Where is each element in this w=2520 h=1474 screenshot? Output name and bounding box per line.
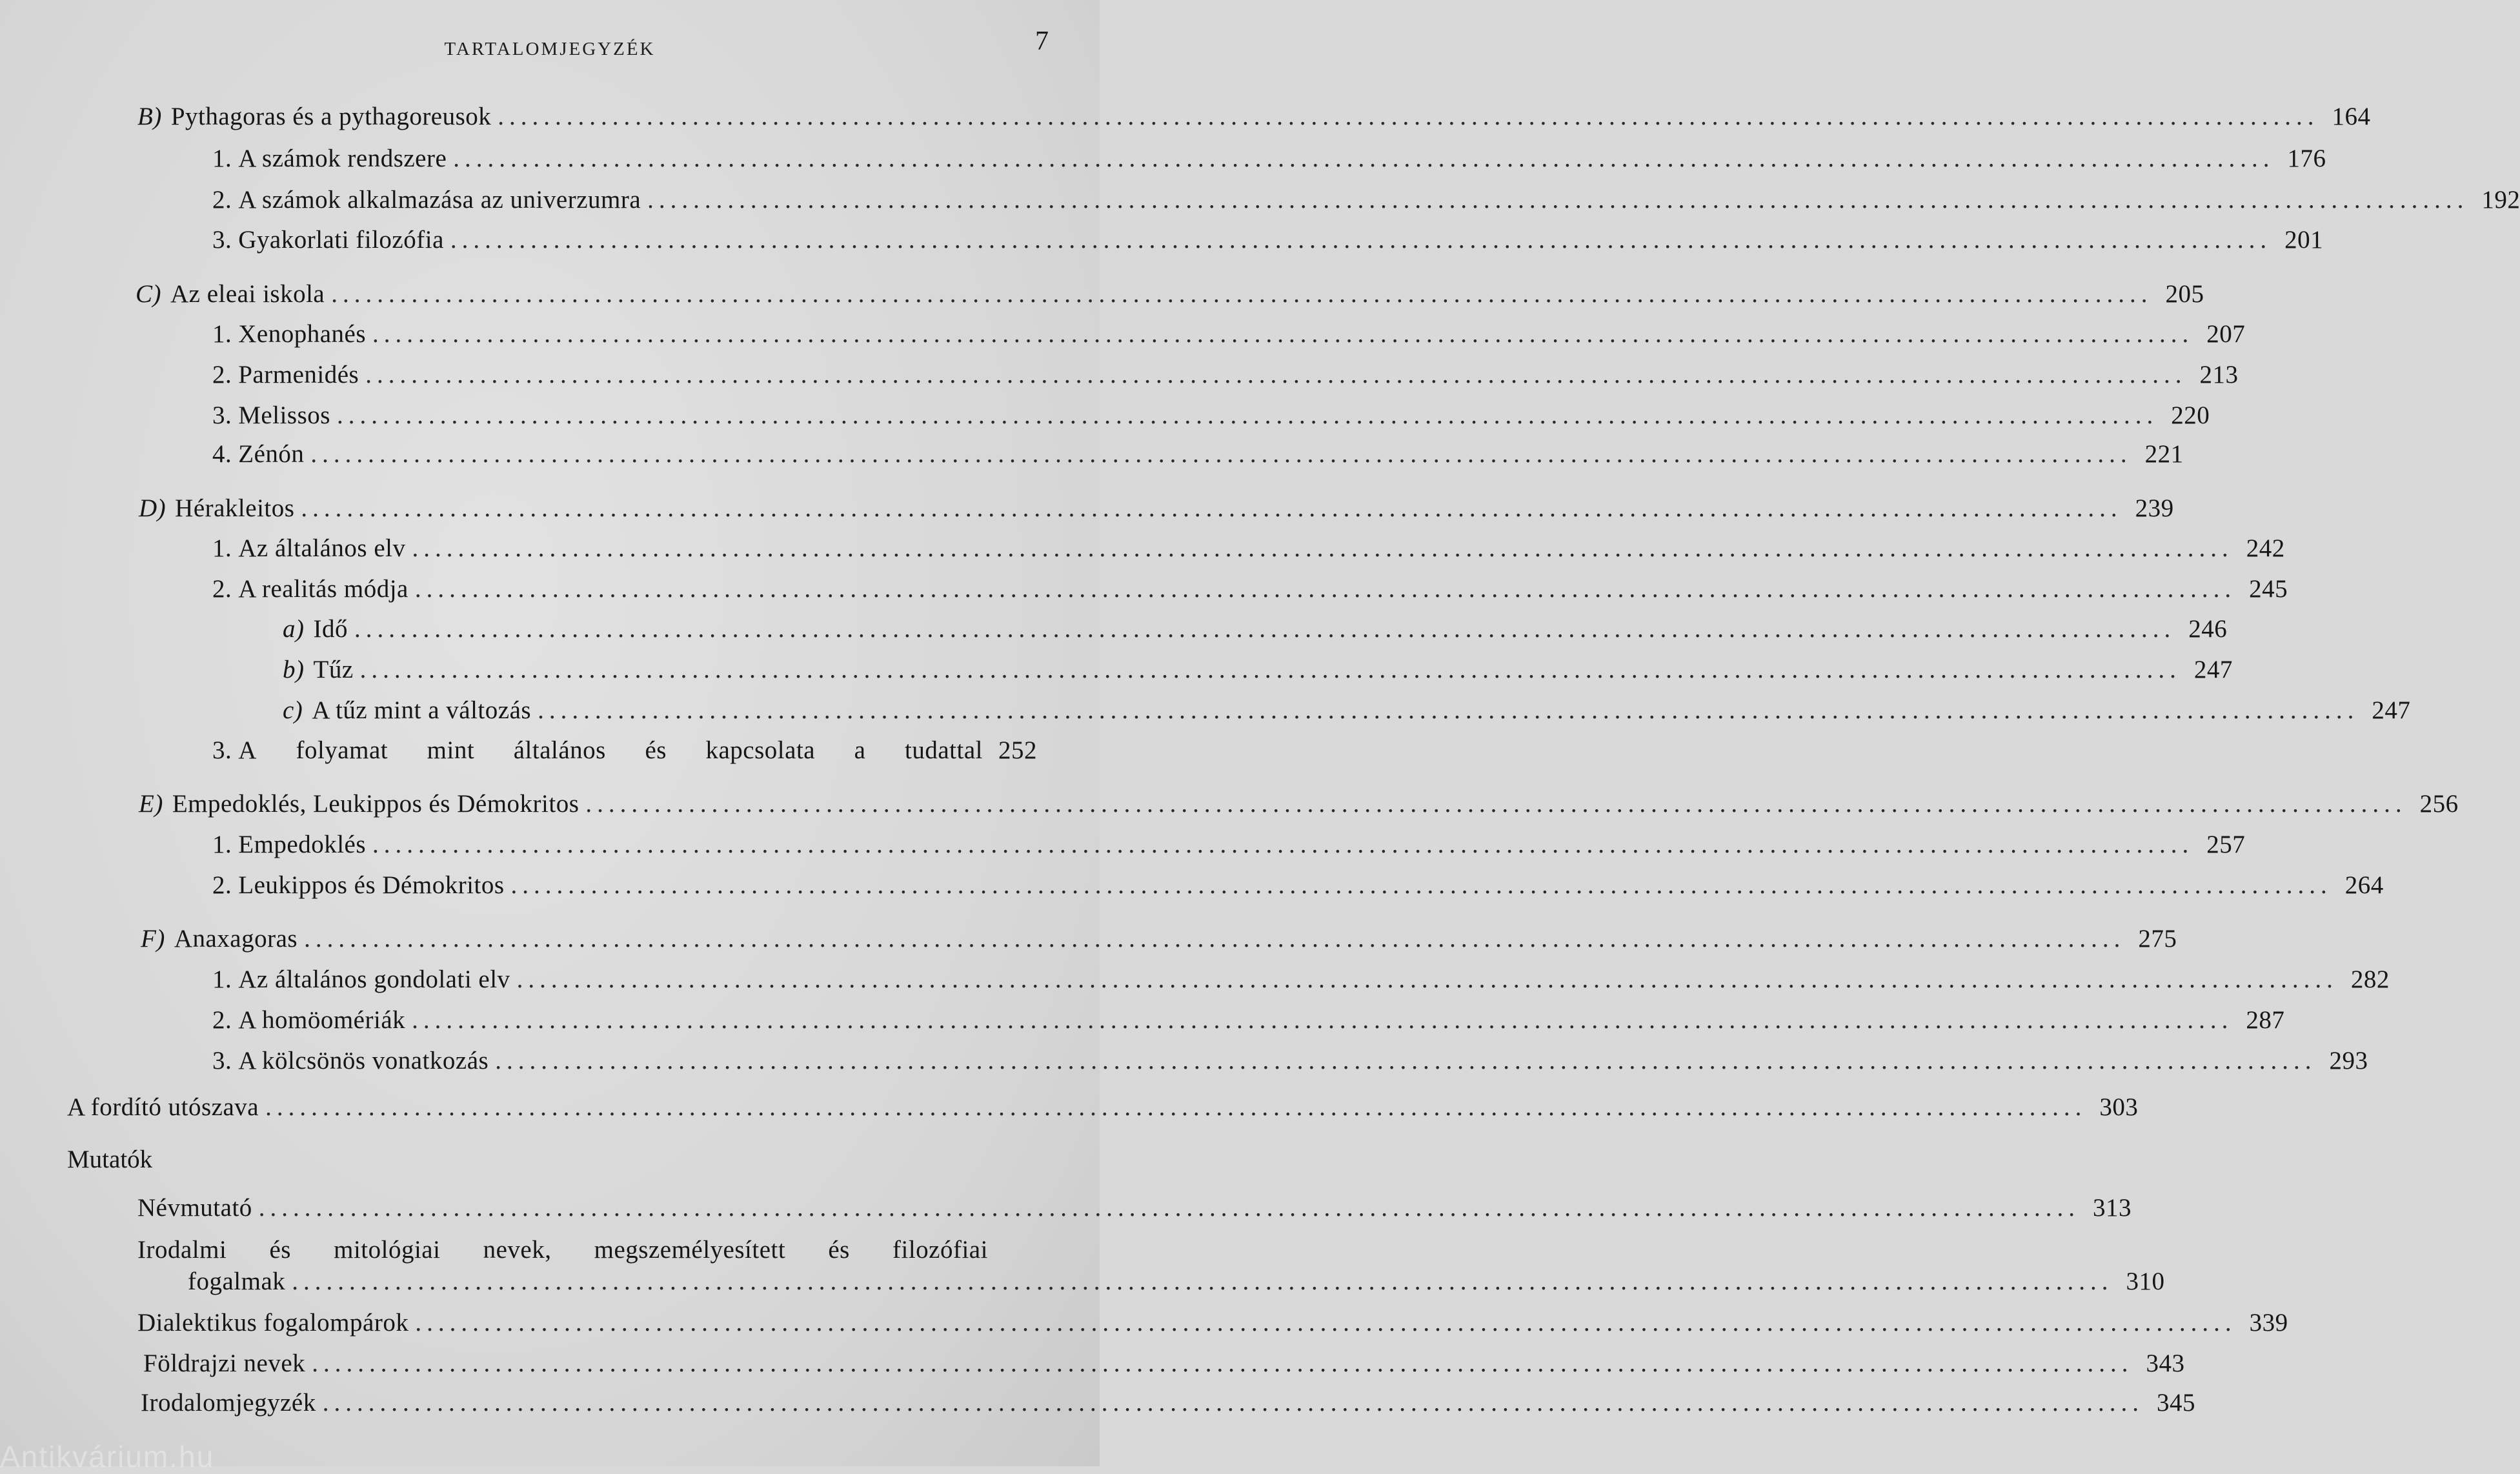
toc-item-justified: 3. A folyamat mint általános és kapcsolata a tudattal 252 <box>212 735 1037 766</box>
toc-item: 1. A számok rendszere ............................................................................................................................................................... 176 <box>212 145 2326 172</box>
toc-item: 2. A realitás módja ............................................................................................................................................................... 245 <box>212 575 2288 603</box>
toc-item: 3. Gyakorlati filozófia ............................................................................................................................................................... 201 <box>212 226 2324 254</box>
toc-item: 2. Parmenidés ............................................................................................................................................................... 213 <box>212 361 2239 389</box>
word: általános <box>513 736 606 764</box>
word: filozófiai <box>892 1236 988 1264</box>
toc-index-item: Dialektikus fogalompárok ............................................................................................................................................................... 339 <box>137 1309 2288 1337</box>
word: kapcsolata <box>705 736 816 764</box>
toc-item: 4. Zénón ............................................................................................................................................................... 221 <box>212 440 2184 468</box>
toc-item: 1. Az általános elv ............................................................................................................................................................... 242 <box>212 534 2285 562</box>
toc-item: 1. Az általános gondolati elv ............................................................................................................................................................... 282 <box>212 965 2390 993</box>
toc-item: 1. Xenophanés ............................................................................................................................................................... 207 <box>212 320 2246 348</box>
toc-item: 2. Leukippos és Démokritos ............................................................................................................................................................... 264 <box>212 871 2384 899</box>
toc-subitem: b) Tűz ............................................................................................................................................................... 247 <box>283 656 2233 683</box>
word: mint <box>427 736 475 764</box>
toc-index-item: Irodalomjegyzék ............................................................................................................................................................... 345 <box>141 1389 2195 1417</box>
word: tudattal <box>905 736 983 764</box>
toc-item: 3. A kölcsönös vonatkozás ............................................................................................................................................................... 293 <box>212 1047 2368 1075</box>
toc-subitem: a) Idő ............................................................................................................................................................... 246 <box>283 615 2228 643</box>
word: nevek, <box>483 1236 552 1264</box>
toc-item: 2. A számok alkalmazása az univerzumra ............................................................................................................................................................... 192 <box>212 186 2520 214</box>
word: mitológiai <box>334 1236 441 1264</box>
word: A <box>238 736 257 764</box>
toc-index-item-line2: fogalmak ............................................................................................................................................................... 310 <box>188 1267 2165 1295</box>
word: és <box>269 1236 291 1264</box>
toc-index-item: Névmutató ............................................................................................................................................................... 313 <box>137 1194 2132 1222</box>
toc-section-b: B) Pythagoras és a pythagoreusok ............................................................................................................................................................... 164 <box>137 103 2371 130</box>
toc-afterword: A fordító utószava ............................................................................................................................................................... 303 <box>67 1093 2139 1121</box>
word: folyamat <box>296 736 388 764</box>
word: Irodalmi <box>137 1236 227 1264</box>
toc-section-f: F) Anaxagoras ............................................................................................................................................................... 275 <box>141 925 2177 953</box>
toc-section-d: D) Hérakleitos ............................................................................................................................................................... 239 <box>139 494 2174 522</box>
word: megszemélyesített <box>594 1236 786 1264</box>
toc-section-e: E) Empedoklés, Leukippos és Démokritos ............................................................................................................................................................... 256 <box>139 790 2459 818</box>
page-number: 7 <box>1035 26 1049 56</box>
indexes-heading: Mutatók <box>67 1146 153 1173</box>
toc-section-c: C) Az eleai iskola ............................................................................................................................................................... 205 <box>136 280 2204 308</box>
toc-item: 2. A homöomériák ............................................................................................................................................................... 287 <box>212 1006 2285 1034</box>
word: és <box>645 736 667 764</box>
word: és <box>828 1236 850 1264</box>
watermark: Antikvárium.hu <box>0 1440 215 1473</box>
toc-index-item: Földrajzi nevek ............................................................................................................................................................... 343 <box>143 1349 2185 1377</box>
toc-item: 3. Melissos ............................................................................................................................................................... 220 <box>212 401 2210 429</box>
toc-index-item-line1 <box>137 1235 988 1266</box>
toc-item: 1. Empedoklés ............................................................................................................................................................... 257 <box>212 831 2246 858</box>
word: a <box>854 736 866 764</box>
toc-subitem: c) A tűz mint a változás ............................................................................................................................................................... 247 <box>283 696 2411 724</box>
running-head: TARTALOMJEGYZÉK <box>444 39 656 59</box>
